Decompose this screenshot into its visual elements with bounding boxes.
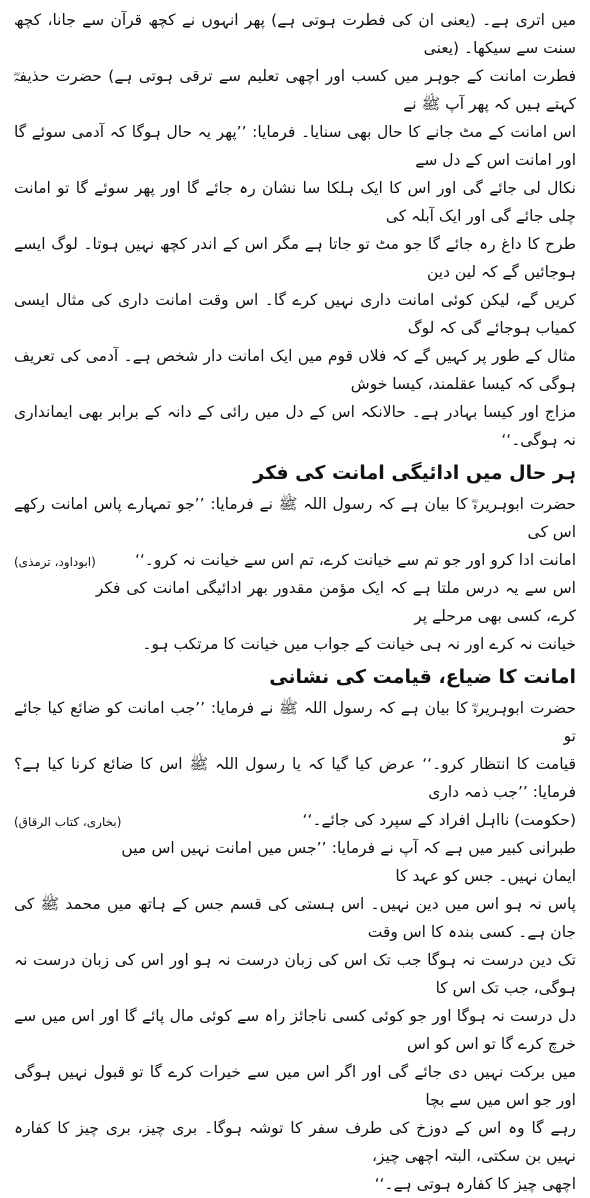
tabrani-paragraph xyxy=(14,834,576,1198)
text-line-content: (حکومت) نااہل افراد کے سپرد کی جائے۔‘‘ xyxy=(302,811,576,829)
text-line: حضرت ابوہریرہؓ کا بیان ہے کہ رسول اللہ ﷺ نے فرمایا: ’’جب امانت کو ضائع کیا جائے تو xyxy=(14,699,576,745)
text-line: نکال لی جائے گی اور اس کا ایک ہلکا سا نشان رہ جائے گا اور پھر سوئے گا تو امانت چلی جائے گی اور ایک آبلہ کی xyxy=(14,179,576,225)
text-line: میں برکت نہیں دی جائے گی اور اگر اس میں سے خیرات کرے گا تو قبول نہیں ہوگی اور جو اس میں سے بچا xyxy=(14,1063,576,1109)
section-heading-amanat-fikr: ہر حال میں ادائیگی امانت کی فکر xyxy=(253,462,576,484)
hadith-paragraph-2 xyxy=(14,694,576,834)
intro-paragraph xyxy=(14,6,576,454)
text-line: اس امانت کے مٹ جانے کا حال بھی سنایا۔ فرمایا: ’’پھر یہ حال ہوگا کہ آدمی سوئے گا اور امانت اس کے دل سے xyxy=(14,123,576,169)
text-line: پاس نہ ہو اس میں دین نہیں۔ اس ہستی کی قسم جس کے ہاتھ میں محمد ﷺ کی جان ہے۔ کسی بندہ کا اس وقت xyxy=(14,895,576,941)
text-line: طرح کا داغ رہ جائے گا جو مٹ تو جاتا ہے مگر اس کے اندر کچھ نہیں ہوتا۔ لوگ ایسے ہوجائیں گے کہ لین دین xyxy=(14,235,576,281)
commentary-paragraph xyxy=(14,574,576,658)
text-line xyxy=(14,806,576,834)
reference-citation: (ابوداود، ترمذی) xyxy=(14,555,96,569)
text-line: اس سے یہ درس ملتا ہے کہ ایک مؤمن مقدور بھر ادائیگی امانت کی فکر کرے، کسی بھی مرحلے پر xyxy=(95,579,576,625)
text-line xyxy=(14,546,576,574)
text-line: مزاج اور کیسا بہادر ہے۔ حالانکہ اس کے دل میں رائی کے دانہ کے برابر بھی ایمانداری نہ ہوگی۔‘‘ xyxy=(14,403,576,449)
text-line: تک دین درست نہ ہوگا جب تک اس کی زبان درست نہ ہو اور اس کی زبان درست نہ ہوگی، جب تک اس کا xyxy=(14,951,576,997)
text-line: خیانت نہ کرے اور نہ ہی خیانت کے جواب میں خیانت کا مرتکب ہو۔ xyxy=(142,635,576,653)
text-line: مثال کے طور پر کہیں گے کہ فلاں قوم میں ایک امانت دار شخص ہے۔ آدمی کی تعریف ہوگی کہ کیسا عقلمند، کیسا خوش xyxy=(14,347,576,393)
hadith-paragraph-1 xyxy=(14,490,576,574)
text-line: دل درست نہ ہوگا اور جو کوئی کسی ناجائز راہ سے کوئی مال پائے گا اور اس میں سے خرچ کرے گا تو اس کو اس xyxy=(14,1007,576,1053)
text-line: کریں گے، لیکن کوئی امانت داری نہیں کرے گا۔ اس وقت امانت داری کی مثال ایسی کمیاب ہوجائے گی کہ لوگ xyxy=(14,291,576,337)
reference-citation: (بخاری، کتاب الرقاق) xyxy=(14,815,122,829)
text-line: اچھی چیز کا کفارہ ہوتی ہے۔‘‘ xyxy=(374,1175,576,1193)
text-line: حضرت ابوہریرہؓ کا بیان ہے کہ رسول اللہ ﷺ نے فرمایا: ’’جو تمہارے پاس امانت رکھے اس کی xyxy=(14,495,576,541)
text-line-content: امانت ادا کرو اور جو تم سے خیانت کرے، تم اس سے خیانت نہ کرو۔‘‘ xyxy=(134,551,576,569)
section-heading-qiyamat: امانت کا ضیاع، قیامت کی نشانی xyxy=(269,666,576,688)
text-line: میں اتری ہے۔ (یعنی ان کی فطرت ہوتی ہے) پھر انہوں نے کچھ قرآن سے جانا، کچھ سنت سے سیکھا۔ (یعنی xyxy=(14,11,576,57)
text-line: طبرانی کبیر میں ہے کہ آپ نے فرمایا: ’’جس میں امانت نہیں اس میں ایمان نہیں۔ جس کو عہد کا xyxy=(121,839,576,885)
text-line: فطرت امانت کے جوہر میں کسب اور اچھی تعلیم سے ترقی ہوتی ہے) حضرت حذیفہؓ کہتے ہیں کہ پھر آپ ﷺ نے xyxy=(14,67,576,113)
text-line: رہے گا وہ اس کے دوزخ کی طرف سفر کا توشہ ہوگا۔ بری چیز، بری چیز کا کفارہ نہیں بن سکتی، البتہ اچھی چیز، xyxy=(14,1119,576,1165)
text-line: قیامت کا انتظار کرو۔‘‘ عرض کیا گیا کہ یا رسول اللہ ﷺ اس کا ضائع کرنا کیا ہے؟ فرمایا: ’’جب ذمہ داری xyxy=(14,755,576,801)
